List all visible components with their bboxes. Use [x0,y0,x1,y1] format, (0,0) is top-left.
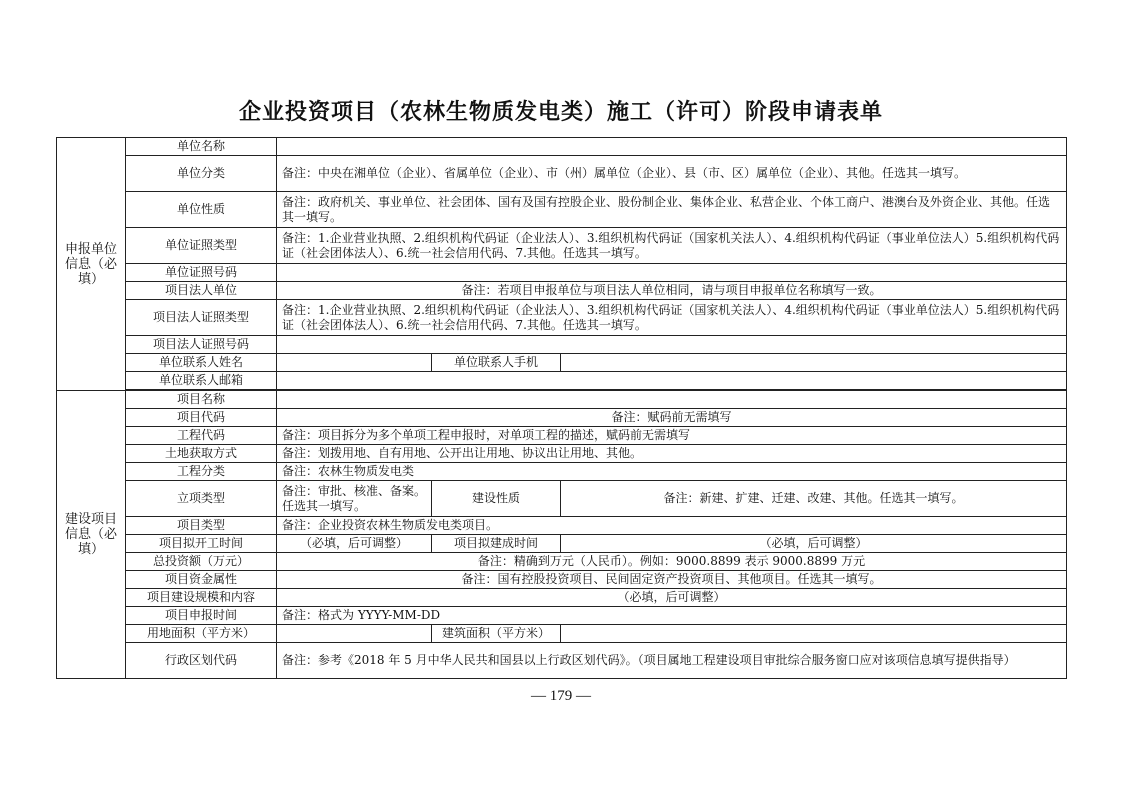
label-land-area: 用地面积（平方米） [126,625,277,643]
field-contact-mobile[interactable] [561,354,1067,372]
field-admin-code[interactable]: 备注：参考《2018 年 5 月中华人民共和国县以上行政区划代码》。（项目属地工程建设项目审批综合服务窗口应对该项信息填写提供指导） [277,643,1067,679]
field-land-method[interactable]: 备注：划拨用地、自有用地、公开出让用地、协议出让用地、其他。 [277,445,1067,463]
row-project-code [57,409,1067,427]
row-unit-cert-no [57,264,1067,282]
row-apply-time [57,607,1067,625]
row-unit-nature [57,192,1067,228]
row-project-type [57,517,1067,535]
field-project-code[interactable]: 备注：赋码前无需填写 [277,409,1067,427]
application-form-table [56,137,1067,679]
field-project-type[interactable]: 备注：企业投资农林生物质发电类项目。 [277,517,1067,535]
label-project-code: 项目代码 [126,409,277,427]
label-end-time: 项目拟建成时间 [432,535,561,553]
label-total-investment: 总投资额（万元） [126,553,277,571]
field-legal-unit[interactable]: 备注：若项目申报单位与项目法人单位相同，请与项目申报单位名称填写一致。 [277,282,1067,300]
row-start-time [57,535,1067,553]
label-contact-name: 单位联系人姓名 [126,354,277,372]
field-engineering-category[interactable]: 备注：农林生物质发电类 [277,463,1067,481]
field-construction-nature[interactable]: 备注：新建、扩建、迁建、改建、其他。任选其一填写。 [561,481,1067,517]
page-number: — 179 — [531,688,591,704]
field-contact-email[interactable] [277,372,1067,390]
field-legal-cert-type[interactable]: 备注：1.企业营业执照、2.组织机构代码证（企业法人）、3.组织机构代码证（国家机关法人）、4.组织机构代码证（事业单位法人）5.组织机构代码证（社会团体法人）、6.统一社会信用代码、7.其他。任选其一填写。 [277,300,1067,336]
label-unit-cert-type: 单位证照类型 [126,228,277,264]
row-unit-cert-type [57,228,1067,264]
label-unit-name: 单位名称 [126,138,277,156]
field-unit-cert-no[interactable] [277,264,1067,282]
row-engineering-category [57,463,1067,481]
row-scale-content [57,589,1067,607]
label-start-time: 项目拟开工时间 [126,535,277,553]
field-unit-name[interactable] [277,138,1067,156]
label-unit-cert-no: 单位证照号码 [126,264,277,282]
label-project-name: 项目名称 [126,391,277,409]
row-legal-cert-no [57,336,1067,354]
label-admin-code: 行政区划代码 [126,643,277,679]
section-label-applicant: 申报单位信息（必填） [57,138,126,391]
label-construction-nature: 建设性质 [432,481,561,517]
row-contact-name [57,354,1067,372]
row-unit-name [57,138,1067,156]
field-approval-type[interactable]: 备注：审批、核准、备案。任选其一填写。 [277,481,432,517]
label-contact-email: 单位联系人邮箱 [126,372,277,390]
field-land-area[interactable] [277,625,432,643]
field-unit-cert-type[interactable]: 备注：1.企业营业执照、2.组织机构代码证（企业法人）、3.组织机构代码证（国家机关法人）、4.组织机构代码证（事业单位法人）5.组织机构代码证（社会团体法人）、6.统一社会信用代码、7.其他。任选其一填写。 [277,228,1067,264]
row-legal-cert-type [57,300,1067,336]
row-engineering-code [57,427,1067,445]
label-unit-nature: 单位性质 [126,192,277,228]
row-land-area [57,625,1067,643]
section-label-project: 建设项目信息（必填） [57,391,126,679]
row-total-investment [57,553,1067,571]
row-legal-unit [57,282,1067,300]
field-unit-category[interactable]: 备注：中央在湘单位（企业）、省属单位（企业）、市（州）属单位（企业）、县（市、区）属单位（企业）、其他。任选其一填写。 [277,156,1067,192]
label-contact-mobile: 单位联系人手机 [432,354,561,372]
label-engineering-category: 工程分类 [126,463,277,481]
field-apply-time[interactable]: 备注：格式为 YYYY-MM-DD [277,607,1067,625]
label-fund-attribute: 项目资金属性 [126,571,277,589]
row-admin-code [57,643,1067,679]
label-unit-category: 单位分类 [126,156,277,192]
label-project-type: 项目类型 [126,517,277,535]
field-fund-attribute[interactable]: 备注：国有控股投资项目、民间固定资产投资项目、其他项目。任选其一填写。 [277,571,1067,589]
row-contact-email [57,372,1067,390]
form-title: 企业投资项目（农林生物质发电类）施工（许可）阶段申请表单 [238,99,883,125]
field-start-time[interactable]: （必填，后可调整） [277,535,432,553]
label-building-area: 建筑面积（平方米） [432,625,561,643]
label-engineering-code: 工程代码 [126,427,277,445]
row-land-method [57,445,1067,463]
row-unit-category [57,156,1067,192]
row-project-name [57,391,1067,409]
field-building-area[interactable] [561,625,1067,643]
field-project-name[interactable] [277,391,1067,409]
row-fund-attribute [57,571,1067,589]
field-legal-cert-no[interactable] [277,336,1067,354]
label-legal-cert-no: 项目法人证照号码 [126,336,277,354]
field-total-investment[interactable]: 备注：精确到万元（人民币）。例如：9000.8899 表示 9000.8899 万元 [277,553,1067,571]
label-legal-unit: 项目法人单位 [126,282,277,300]
field-end-time[interactable]: （必填，后可调整） [561,535,1067,553]
field-scale-content[interactable]: （必填，后可调整） [277,589,1067,607]
label-apply-time: 项目申报时间 [126,607,277,625]
label-land-method: 土地获取方式 [126,445,277,463]
row-approval-type [57,481,1067,517]
label-scale-content: 项目建设规模和内容 [126,589,277,607]
label-legal-cert-type: 项目法人证照类型 [126,300,277,336]
field-unit-nature[interactable]: 备注：政府机关、事业单位、社会团体、国有及国有控股企业、股份制企业、集体企业、私营企业、个体工商户、港澳台及外资企业、其他。任选其一填写。 [277,192,1067,228]
field-engineering-code[interactable]: 备注：项目拆分为多个单项工程申报时，对单项工程的描述，赋码前无需填写 [277,427,1067,445]
field-contact-name[interactable] [277,354,432,372]
label-approval-type: 立项类型 [126,481,277,517]
